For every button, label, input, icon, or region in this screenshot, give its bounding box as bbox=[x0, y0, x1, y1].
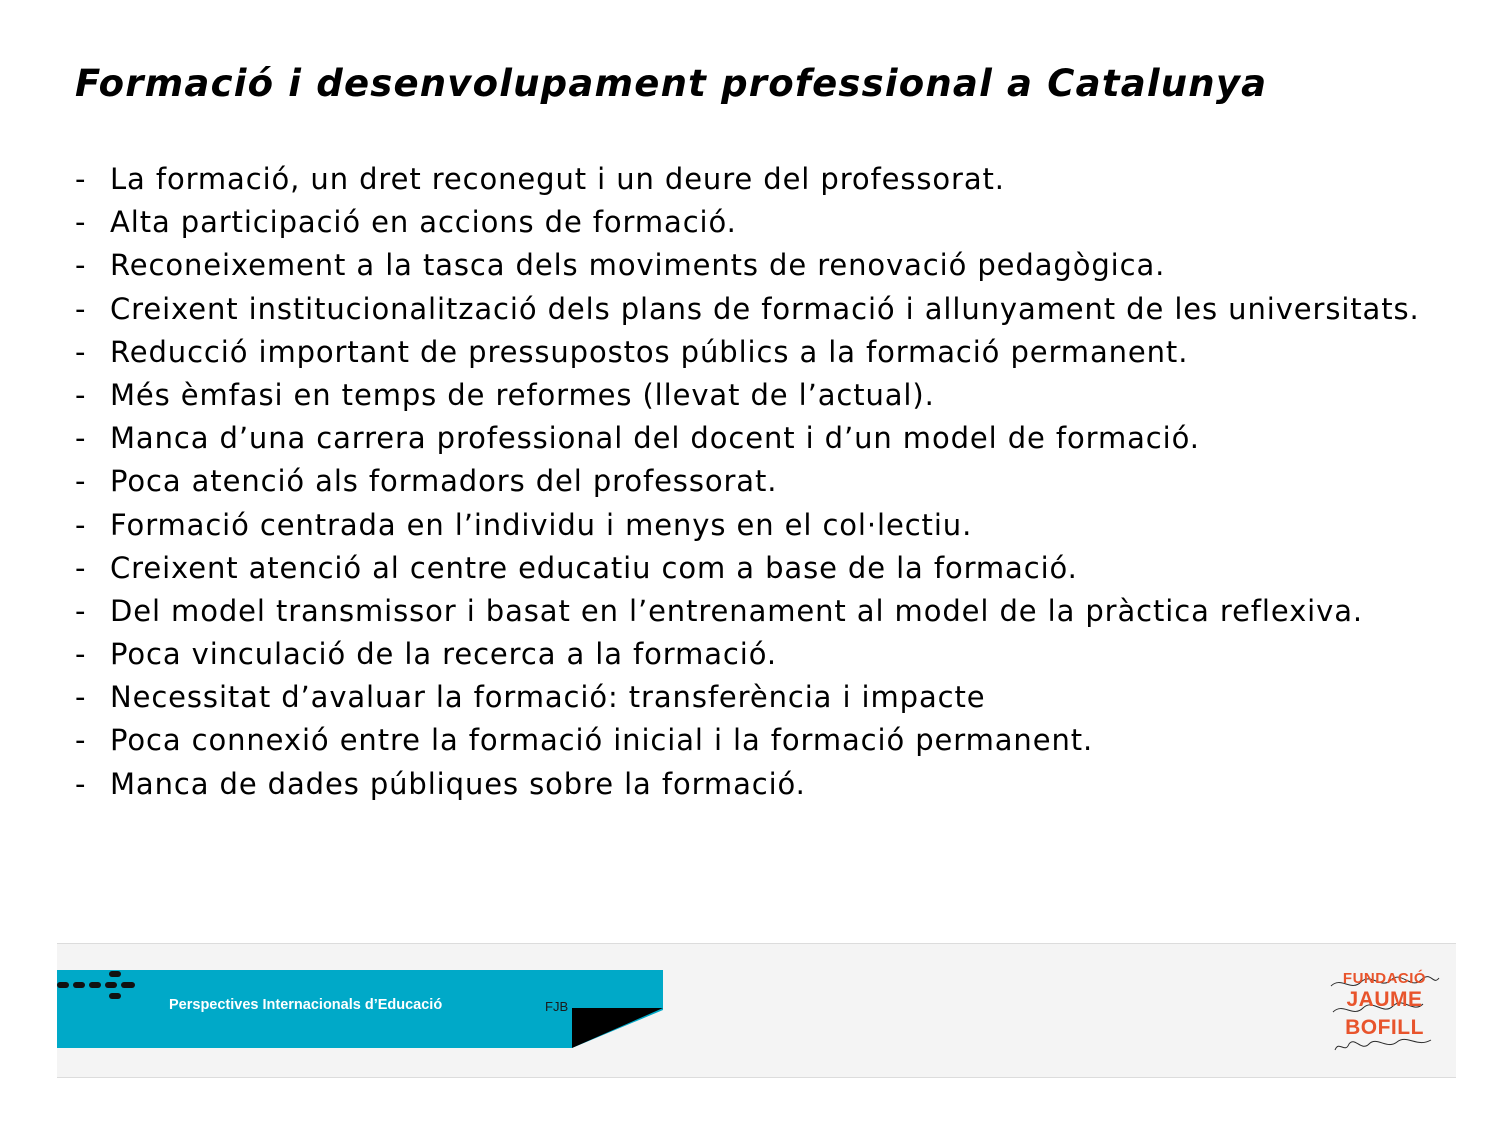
bullet-text: Poca connexió entre la formació inicial i la formació permanent. bbox=[110, 723, 1094, 758]
bullet-text: Creixent institucionalització dels plans de formació i allunyament de les universitats. bbox=[110, 291, 1420, 326]
list-item bbox=[75, 206, 1435, 239]
bullet-dash: - bbox=[75, 162, 87, 196]
bullet-text: Creixent atenció al centre educatiu com a base de la formació. bbox=[110, 550, 1078, 585]
bullet-text: Necessitat d’avaluar la formació: transferència i impacte bbox=[110, 680, 986, 715]
bullet-dash: - bbox=[75, 377, 87, 412]
bullet-dash: - bbox=[75, 507, 87, 542]
bullet-text: Formació centrada en l’individu i menys en el col·lectiu. bbox=[110, 507, 973, 542]
banner-abbreviation: FJB bbox=[545, 999, 569, 1014]
bullet-text: Manca d’una carrera professional del docent i d’un model de formació. bbox=[110, 421, 1200, 456]
bullet-text: Més èmfasi en temps de reformes (llevat de l’actual). bbox=[110, 377, 935, 412]
list-item bbox=[75, 422, 1435, 455]
bullet-text: Alta participació en accions de formació. bbox=[110, 205, 737, 240]
list-item bbox=[75, 336, 1435, 369]
bullet-text: La formació, un dret reconegut i un deure del professorat. bbox=[110, 162, 1005, 196]
logo-line-bofill: BOFILL bbox=[1345, 1016, 1424, 1039]
list-item bbox=[75, 552, 1435, 585]
list-item bbox=[75, 379, 1435, 412]
footer-banner bbox=[57, 970, 663, 1048]
bullet-dash: - bbox=[75, 421, 87, 456]
logo-line-fundacio: FUNDACIÓ bbox=[1342, 970, 1427, 987]
bullet-dash: - bbox=[75, 766, 87, 801]
list-item bbox=[75, 509, 1435, 542]
list-item bbox=[75, 163, 1435, 196]
list-item bbox=[75, 465, 1435, 498]
list-item bbox=[75, 595, 1435, 628]
bullet-dash: - bbox=[75, 723, 87, 758]
bullet-dash: - bbox=[75, 550, 87, 585]
list-item bbox=[75, 638, 1435, 671]
bullet-dash: - bbox=[75, 334, 87, 369]
bullet-text: Poca vinculació de la recerca a la formació. bbox=[110, 637, 777, 672]
bullet-dash: - bbox=[75, 637, 87, 672]
dashed-arrow-logo-icon bbox=[57, 970, 139, 1000]
logo-line-jaume: JAUME bbox=[1346, 988, 1423, 1011]
fundacio-jaume-bofill-logo bbox=[1327, 966, 1442, 1058]
bullet-dash: - bbox=[75, 593, 87, 628]
banner-title: Perspectives Internacionals d’Educació bbox=[169, 997, 443, 1013]
list-item bbox=[75, 724, 1435, 757]
bullet-text: Poca atenció als formadors del professorat. bbox=[110, 464, 778, 499]
list-item bbox=[75, 681, 1435, 714]
bullet-dash: - bbox=[75, 680, 87, 715]
bullet-dash: - bbox=[75, 205, 87, 240]
list-item bbox=[75, 249, 1435, 282]
list-item bbox=[75, 293, 1435, 326]
footer bbox=[57, 943, 1456, 1078]
bullet-dash: - bbox=[75, 464, 87, 499]
bullet-text: Manca de dades públiques sobre la formació. bbox=[110, 766, 806, 801]
bullet-text: Del model transmissor i basat en l’entrenament al model de la pràctica reflexiva. bbox=[110, 593, 1363, 628]
bullet-text: Reducció important de pressupostos públics a la formació permanent. bbox=[110, 334, 1189, 369]
bullet-dash: - bbox=[75, 291, 87, 326]
list-item bbox=[75, 768, 1435, 801]
bullet-dash: - bbox=[75, 248, 87, 283]
bullet-list bbox=[75, 163, 1435, 811]
slide-title: Formació i desenvolupament professional a Catalunya bbox=[75, 62, 1268, 105]
bullet-text: Reconeixement a la tasca dels moviments de renovació pedagògica. bbox=[110, 248, 1166, 283]
